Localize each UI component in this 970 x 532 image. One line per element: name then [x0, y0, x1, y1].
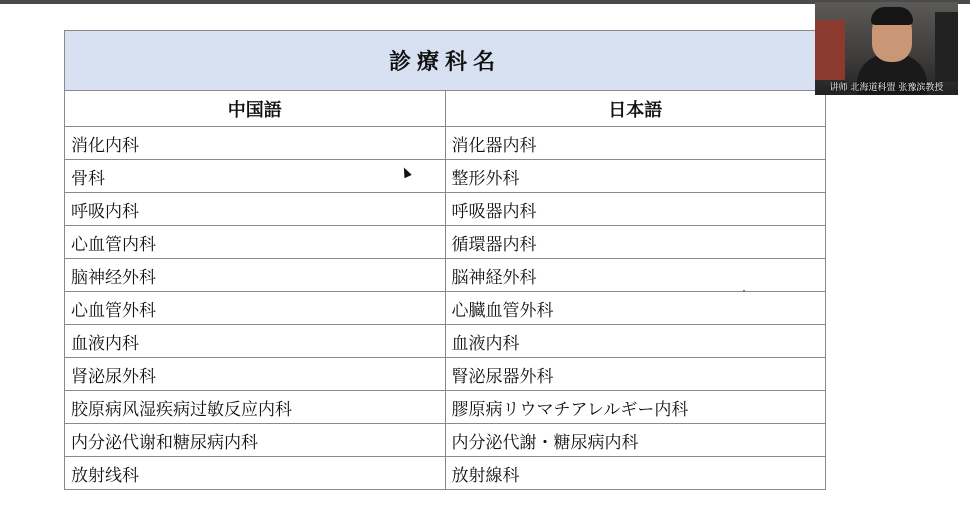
table-row — [65, 226, 826, 259]
department-names-table — [64, 30, 826, 490]
cell-chinese: 脑神经外科 — [65, 259, 446, 292]
cell-chinese: 血液内科 — [65, 325, 446, 358]
cell-japanese: 心臓血管外科 — [445, 292, 826, 325]
speaker-name-label: 讲师 北海道科盟 张豫滨教授 — [829, 83, 944, 93]
header-japanese: 日本語 — [445, 91, 826, 127]
table-row — [65, 457, 826, 490]
cell-japanese: 呼吸器内科 — [445, 193, 826, 226]
cell-japanese: 循環器内科 — [445, 226, 826, 259]
table-row — [65, 292, 826, 325]
table-title: 診療科名 — [65, 31, 826, 91]
stray-dot — [743, 290, 745, 292]
cell-japanese: 脳神経外科 — [445, 259, 826, 292]
table-row — [65, 160, 826, 193]
speaker-video-tile[interactable] — [815, 2, 958, 95]
cell-chinese: 心血管外科 — [65, 292, 446, 325]
cell-chinese: 消化内科 — [65, 127, 446, 160]
cell-chinese: 胶原病风湿疾病过敏反应内科 — [65, 391, 446, 424]
video-bookshelf — [815, 20, 845, 80]
table-row — [65, 325, 826, 358]
cell-chinese: 内分泌代谢和糖尿病内科 — [65, 424, 446, 457]
table-row — [65, 358, 826, 391]
cell-japanese: 腎泌尿器外科 — [445, 358, 826, 391]
cell-japanese: 膠原病リウマチアレルギー内科 — [445, 391, 826, 424]
video-bookshelf-right — [935, 12, 958, 82]
cell-japanese: 内分泌代謝・糖尿病内科 — [445, 424, 826, 457]
table-row — [65, 127, 826, 160]
cell-japanese: 整形外科 — [445, 160, 826, 193]
cell-japanese: 消化器内科 — [445, 127, 826, 160]
cell-chinese: 骨科 — [65, 160, 446, 193]
table-row — [65, 259, 826, 292]
cell-chinese: 心血管内科 — [65, 226, 446, 259]
table-row — [65, 391, 826, 424]
header-chinese: 中国語 — [65, 91, 446, 127]
cell-japanese: 血液内科 — [445, 325, 826, 358]
cell-chinese: 放射线科 — [65, 457, 446, 490]
table-row — [65, 424, 826, 457]
speaker-hair — [871, 7, 913, 25]
cell-japanese: 放射線科 — [445, 457, 826, 490]
table-row — [65, 193, 826, 226]
cell-chinese: 呼吸内科 — [65, 193, 446, 226]
cell-chinese: 肾泌尿外科 — [65, 358, 446, 391]
